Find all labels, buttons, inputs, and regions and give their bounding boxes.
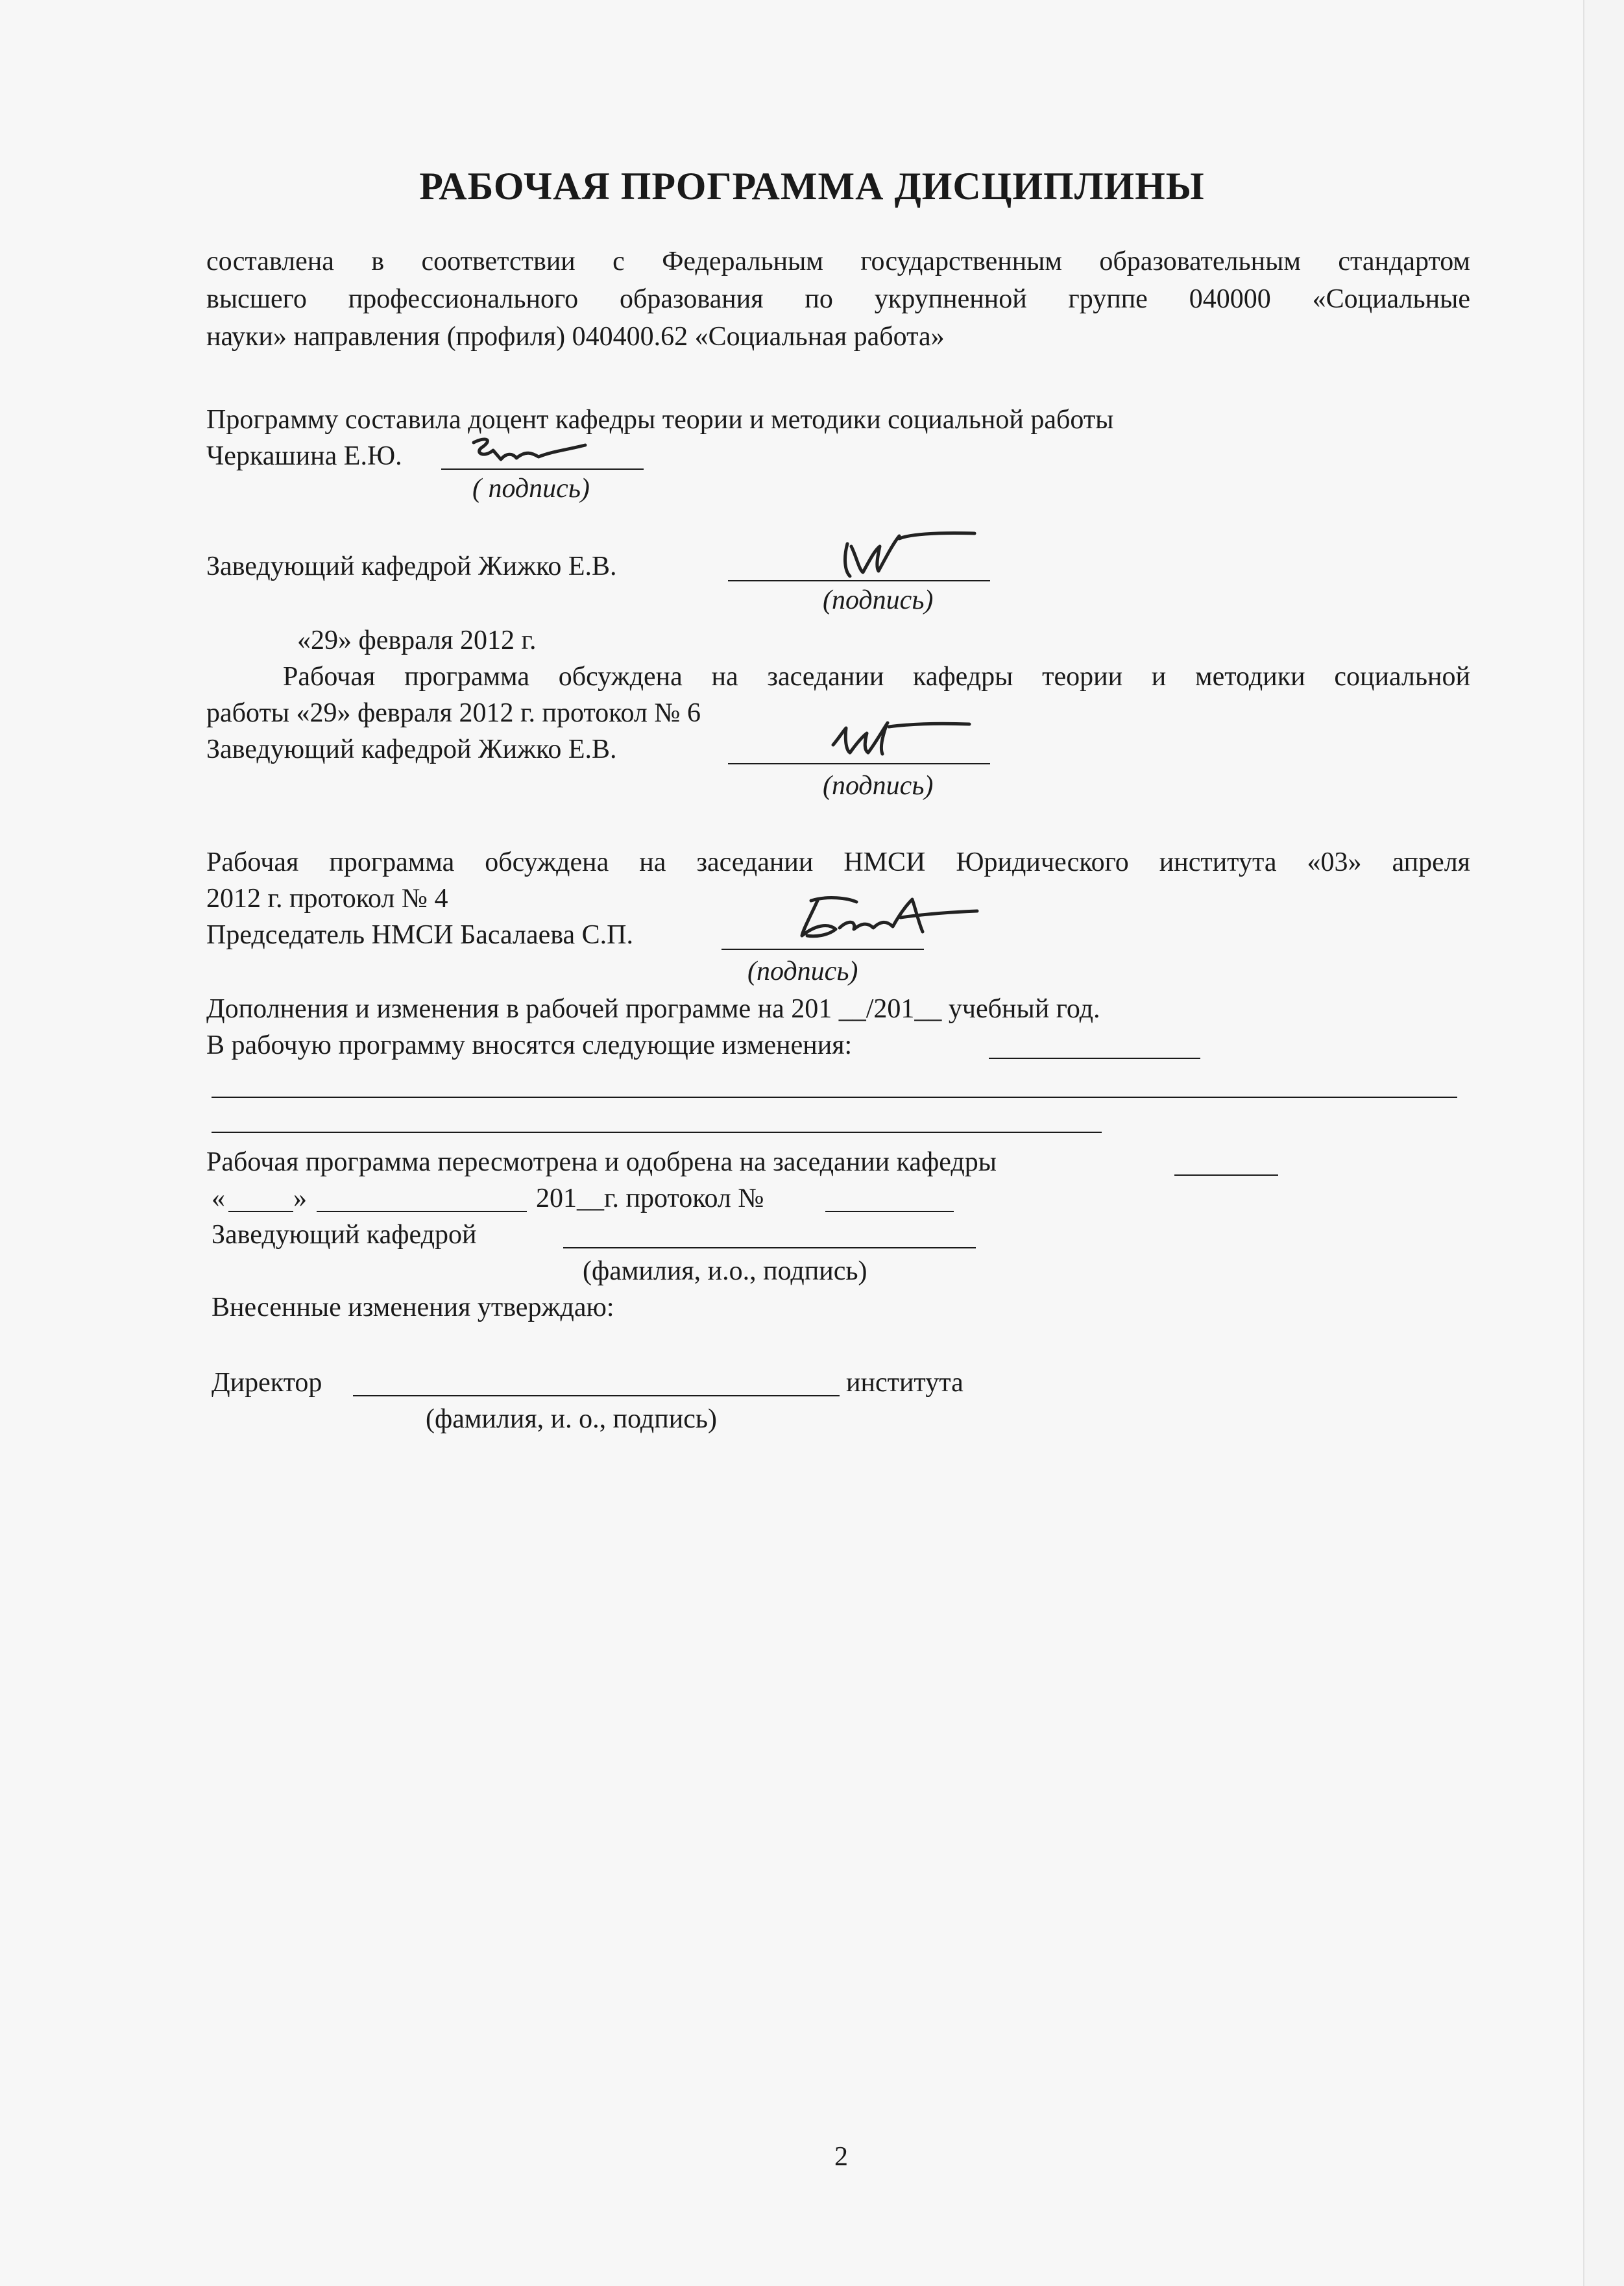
head1-label: Заведующий кафедрой Жижко Е.В. [206, 552, 617, 581]
date-1: «29» февраля 2012 г. [297, 626, 537, 655]
review-blank-month [317, 1211, 527, 1212]
review-year-protocol: 201__г. протокол № [536, 1184, 764, 1213]
discussion1-line-1: Рабочая программа обсуждена на заседании кафедры теории и методики социальной [283, 662, 1470, 692]
chair-signature [789, 889, 984, 947]
page-title: РАБОЧАЯ ПРОГРАММА ДИСЦИПЛИНЫ [419, 165, 1205, 208]
intro-line-2: высшего профессионального образования по укрупненной группе 040000 «Социальные [206, 284, 1470, 314]
review-director-blank [353, 1395, 840, 1396]
author-name: Черкашина Е.Ю. [206, 441, 402, 471]
changes-blank-1 [989, 1058, 1200, 1059]
discussion2-line-1: Рабочая программа обсуждена на заседании НМСИ Юридического института «03» апреля [206, 847, 1470, 877]
review-quote-open: « [212, 1184, 225, 1213]
discussion2-line-2: 2012 г. протокол № 4 [206, 884, 448, 914]
head1-signature-caption: (подпись) [823, 585, 934, 615]
changes-blank-2 [212, 1097, 1457, 1098]
head1-signature [837, 524, 980, 583]
review-head-caption: (фамилия, и.о., подпись) [583, 1256, 867, 1286]
review-director-caption: (фамилия, и. о., подпись) [426, 1404, 717, 1434]
review-quote-close: » [293, 1184, 307, 1213]
chair-label: Председатель НМСИ Басалаева С.П. [206, 920, 634, 950]
head2-label: Заведующий кафедрой Жижко Е.В. [206, 735, 617, 764]
review-blank-protocol [825, 1211, 954, 1212]
changes-line-2: В рабочую программу вносятся следующие изменения: [206, 1030, 853, 1060]
changes-blank-3 [212, 1132, 1102, 1133]
review-blank-day [228, 1211, 293, 1212]
author-signature [467, 433, 597, 472]
head2-signature [824, 714, 973, 766]
discussion1-line-2: работы «29» февраля 2012 г. протокол № 6 [206, 698, 701, 728]
review-director-suffix: института [846, 1368, 963, 1398]
author-line: Программу составила доцент кафедры теории и методики социальной работы [206, 405, 1114, 435]
page-number: 2 [834, 2142, 848, 2172]
review-head-blank [563, 1247, 976, 1248]
review-head-label: Заведующий кафедрой [212, 1220, 477, 1250]
review-approved: Внесенные изменения утверждаю: [212, 1293, 614, 1322]
intro-line-3: науки» направления (профиля) 040400.62 «Социальная работа» [206, 322, 945, 352]
author-signature-caption: ( подпись) [472, 474, 590, 504]
review-line-1: Рабочая программа пересмотрена и одобрена на заседании кафедры [206, 1147, 997, 1177]
chair-signature-line [721, 949, 924, 950]
chair-signature-caption: (подпись) [747, 956, 858, 986]
head2-signature-caption: (подпись) [823, 771, 934, 801]
changes-line-1: Дополнения и изменения в рабочей программе на 201 __/201__ учебный год. [206, 994, 1100, 1024]
intro-line-1: составлена в соответствии с Федеральным государственным образовательным стандартом [206, 247, 1470, 276]
review-director-label: Директор [212, 1368, 322, 1398]
review-blank-kafedra [1174, 1174, 1278, 1176]
